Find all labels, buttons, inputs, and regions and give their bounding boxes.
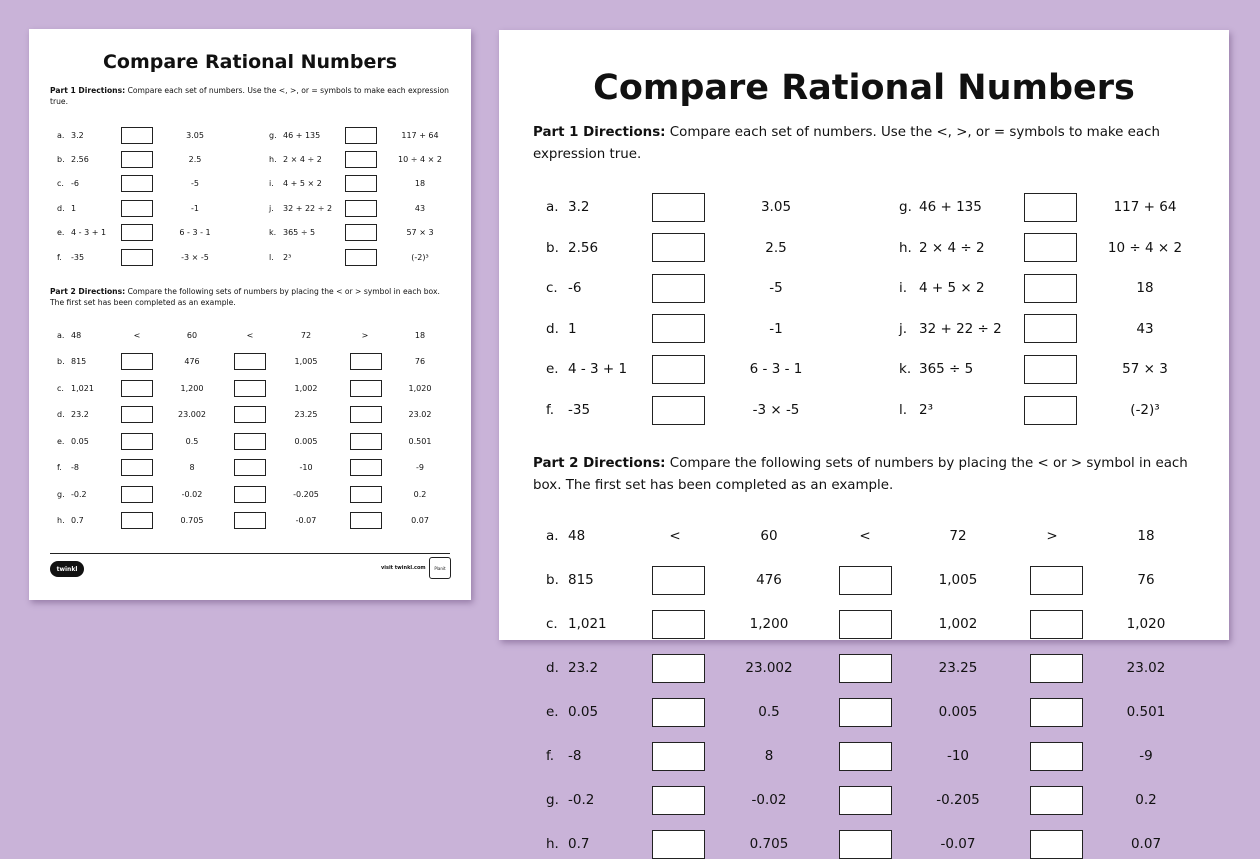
answer-box[interactable] <box>839 786 892 815</box>
number-value: 1,002 <box>938 616 978 632</box>
part1-directions: Part 1 Directions: Compare each set of numbers. Use the <, >, or = symbols to make each expression true. <box>50 86 449 106</box>
answer-box[interactable] <box>234 353 266 370</box>
answer-box[interactable] <box>652 654 705 683</box>
answer-box[interactable] <box>121 380 153 397</box>
number-value: 1,005 <box>294 357 318 366</box>
twinkl-logo: twinkl <box>50 561 84 577</box>
answer-box[interactable] <box>1024 274 1077 303</box>
answer-box[interactable] <box>350 433 382 450</box>
part2-problem-row <box>29 379 471 397</box>
problem-label: h. <box>269 154 277 164</box>
number-value: 23.25 <box>294 410 318 419</box>
part1-problem-right-row <box>29 224 471 242</box>
expression-right: -1 <box>769 320 783 337</box>
number-value: 0.07 <box>1130 836 1162 852</box>
expression-left: 46 + 135 <box>919 199 982 215</box>
number-value: 1,002 <box>294 383 318 393</box>
number-value: 60 <box>186 330 198 340</box>
answer-box[interactable] <box>1024 314 1077 343</box>
comparison-symbol: > <box>1046 528 1058 544</box>
planit-badge: Planit <box>429 557 451 579</box>
number-value: 0.501 <box>408 436 432 446</box>
expression-left: 32 + 22 ÷ 2 <box>919 320 1002 337</box>
number-value: 48 <box>568 528 586 544</box>
answer-box[interactable] <box>121 486 153 503</box>
problem-label: c. <box>546 616 558 632</box>
problem-label: f. <box>57 252 62 262</box>
expression-right: 18 <box>414 179 426 189</box>
number-value: 0.5 <box>185 436 199 446</box>
answer-box[interactable] <box>839 610 892 639</box>
number-value: 72 <box>300 330 312 340</box>
number-value: -0.07 <box>295 516 317 525</box>
answer-box[interactable] <box>1030 654 1083 683</box>
expression-left: 4 - 3 + 1 <box>568 361 628 378</box>
footer-divider <box>50 553 450 554</box>
part1-directions: Part 1 Directions: Compare each set of numbers. Use the <, >, or = symbols to make each expression true. <box>533 125 1160 162</box>
number-value: -0.02 <box>181 489 203 499</box>
problem-label: j. <box>899 320 908 337</box>
number-value: 1,020 <box>408 383 432 393</box>
comparison-symbol: < <box>669 528 681 544</box>
expression-left: 46 + 135 <box>283 130 321 140</box>
answer-box[interactable] <box>234 406 266 423</box>
answer-box[interactable] <box>234 486 266 503</box>
problem-label: h. <box>57 516 65 525</box>
answer-box[interactable] <box>1030 566 1083 595</box>
expression-right: 18 <box>1136 280 1154 297</box>
answer-box[interactable] <box>652 566 705 595</box>
problem-label: e. <box>57 436 65 446</box>
expression-right: -5 <box>769 280 783 297</box>
expression-right: 3.05 <box>186 130 204 140</box>
number-value: 60 <box>760 528 778 544</box>
number-value: 48 <box>71 330 82 340</box>
problem-label: f. <box>546 748 555 764</box>
answer-box[interactable] <box>121 459 153 476</box>
number-value: 0.7 <box>71 516 84 525</box>
number-value: 0.005 <box>294 436 318 446</box>
problem-label: a. <box>546 199 559 215</box>
answer-box[interactable] <box>652 610 705 639</box>
number-value: 1,005 <box>938 572 978 588</box>
problem-label: f. <box>57 463 62 472</box>
part1-problem-right-row <box>499 395 1229 425</box>
part2-problem-row <box>29 406 471 424</box>
comparison-symbol: < <box>246 330 254 340</box>
answer-box[interactable] <box>350 512 382 529</box>
part2-problem-row <box>499 785 1229 815</box>
number-value: 23.2 <box>568 660 599 676</box>
part2-problem-row <box>29 485 471 503</box>
number-value: -9 <box>1139 748 1153 764</box>
number-value: 1,200 <box>749 616 789 632</box>
problem-label: e. <box>57 228 65 238</box>
part2-problem-row <box>29 459 471 477</box>
comparison-symbol: < <box>859 528 871 544</box>
number-value: 0.705 <box>180 516 204 525</box>
comparison-symbol: > <box>361 330 369 340</box>
answer-box[interactable] <box>345 249 377 266</box>
answer-box[interactable] <box>1030 610 1083 639</box>
answer-box[interactable] <box>345 224 377 241</box>
part1-problem-right-row <box>499 354 1229 384</box>
number-value: 0.2 <box>413 489 427 499</box>
answer-box[interactable] <box>234 380 266 397</box>
problem-label: b. <box>57 357 65 366</box>
number-value: 1,021 <box>71 383 94 393</box>
expression-right: 2.5 <box>765 239 787 256</box>
expression-left: -6 <box>568 280 582 297</box>
part2-problem-row <box>499 829 1229 859</box>
number-value: 0.2 <box>1135 792 1157 808</box>
expression-right: (-2)³ <box>1130 402 1160 418</box>
number-value: 0.005 <box>938 704 978 720</box>
part2-problem-row <box>499 653 1229 683</box>
number-value: -8 <box>568 748 582 764</box>
expression-left: 4 + 5 × 2 <box>283 179 322 189</box>
expression-left: -35 <box>568 402 591 418</box>
answer-box[interactable] <box>1024 233 1077 262</box>
answer-box[interactable] <box>839 830 892 859</box>
problem-label: b. <box>546 239 559 256</box>
expression-right: -1 <box>191 203 199 213</box>
part1-problem-right-row <box>499 314 1229 344</box>
problem-label: c. <box>57 383 64 393</box>
number-value: 476 <box>184 357 200 366</box>
problem-label: j. <box>269 203 274 213</box>
expression-right: -3 × -5 <box>181 252 209 262</box>
part2-problem-row <box>499 609 1229 639</box>
problem-label: d. <box>546 320 559 337</box>
number-value: -10 <box>946 748 970 764</box>
number-value: 476 <box>756 572 782 588</box>
number-value: 23.2 <box>71 410 89 419</box>
answer-box[interactable] <box>1030 786 1083 815</box>
answer-box[interactable] <box>121 512 153 529</box>
part1-problem-right-row <box>29 175 471 193</box>
problem-label: l. <box>269 252 274 262</box>
page-title: Compare Rational Numbers <box>593 68 1135 108</box>
problem-label: f. <box>546 402 555 418</box>
problem-label: h. <box>546 836 559 852</box>
part2-problem-row <box>499 697 1229 727</box>
expression-right: 117 + 64 <box>401 130 439 140</box>
problem-label: c. <box>546 280 558 297</box>
answer-box[interactable] <box>345 200 377 217</box>
problem-label: g. <box>546 792 559 808</box>
expression-left: 3.2 <box>568 199 590 215</box>
part2-problem-row <box>499 741 1229 771</box>
number-value: 23.02 <box>408 410 432 419</box>
expression-left: -35 <box>71 252 85 262</box>
expression-left: 4 - 3 + 1 <box>71 228 107 238</box>
number-value: 0.501 <box>1126 704 1166 720</box>
answer-box[interactable] <box>234 512 266 529</box>
expression-left: 2³ <box>283 252 292 262</box>
expression-right: 3.05 <box>760 199 792 215</box>
number-value: -0.205 <box>293 489 319 499</box>
number-value: 18 <box>414 330 426 340</box>
problem-label: a. <box>57 130 65 140</box>
number-value: 0.05 <box>71 436 89 446</box>
part1-problem-right-row <box>29 248 471 266</box>
number-value: 0.05 <box>568 704 599 720</box>
answer-box[interactable] <box>1030 830 1083 859</box>
problem-label: a. <box>546 528 559 544</box>
expression-left: 2.56 <box>568 239 599 256</box>
answer-box[interactable] <box>350 406 382 423</box>
part1-problem-right-row <box>29 150 471 168</box>
number-value: -0.205 <box>936 792 980 808</box>
expression-right: 43 <box>414 203 426 213</box>
problem-label: b. <box>57 154 65 164</box>
answer-box[interactable] <box>121 433 153 450</box>
expression-right: 10 ÷ 4 × 2 <box>1107 239 1183 256</box>
expression-left: -6 <box>71 179 79 189</box>
answer-box[interactable] <box>1024 396 1077 425</box>
number-value: 72 <box>949 528 967 544</box>
number-value: -0.02 <box>751 792 787 808</box>
answer-box[interactable] <box>1024 355 1077 384</box>
part2-problem-row <box>29 432 471 450</box>
answer-box[interactable] <box>350 459 382 476</box>
answer-box[interactable] <box>345 175 377 192</box>
answer-box[interactable] <box>839 654 892 683</box>
expression-left: 2.56 <box>71 154 89 164</box>
number-value: 1,200 <box>180 383 204 393</box>
number-value: 0.7 <box>568 836 590 852</box>
number-value: 76 <box>414 357 426 366</box>
number-value: 0.705 <box>749 836 789 852</box>
expression-right: (-2)³ <box>411 252 429 262</box>
part2-directions: Part 2 Directions: Compare the following sets of numbers by placing the < or > symbol in each box. The first set has been completed as an example. <box>50 287 440 307</box>
part2-problem-row <box>29 512 471 530</box>
answer-box[interactable] <box>350 353 382 370</box>
number-value: 23.02 <box>1126 660 1166 676</box>
expression-left: 365 ÷ 5 <box>919 361 974 378</box>
answer-box[interactable] <box>652 698 705 727</box>
expression-left: 1 <box>71 203 77 213</box>
expression-left: 4 + 5 × 2 <box>919 280 985 297</box>
problem-label: h. <box>899 239 912 256</box>
problem-label: c. <box>57 179 64 189</box>
answer-box[interactable] <box>234 459 266 476</box>
answer-box[interactable] <box>350 380 382 397</box>
answer-box[interactable] <box>652 742 705 771</box>
problem-label: g. <box>269 130 277 140</box>
part2-problem-row <box>499 565 1229 595</box>
problem-label: d. <box>546 660 559 676</box>
answer-box[interactable] <box>234 433 266 450</box>
expression-left: 365 ÷ 5 <box>283 228 316 238</box>
part2-problem-row <box>29 326 471 344</box>
part1-problem-right-row <box>29 126 471 144</box>
worksheet-thumbnail <box>29 29 471 600</box>
expression-left: 1 <box>568 320 577 337</box>
part1-problem-right-row <box>499 192 1229 222</box>
answer-box[interactable] <box>1030 742 1083 771</box>
problem-label: d. <box>57 410 65 419</box>
answer-box[interactable] <box>652 786 705 815</box>
expression-left: 2³ <box>919 402 934 418</box>
number-value: 1,020 <box>1126 616 1166 632</box>
answer-box[interactable] <box>121 406 153 423</box>
answer-box[interactable] <box>839 742 892 771</box>
answer-box[interactable] <box>839 698 892 727</box>
expression-right: 6 - 3 - 1 <box>749 361 803 378</box>
number-value: 23.002 <box>178 410 206 419</box>
problem-label: e. <box>546 704 559 720</box>
expression-right: 10 ÷ 4 × 2 <box>398 154 442 164</box>
number-value: 18 <box>1137 528 1155 544</box>
page-title: Compare Rational Numbers <box>102 51 398 73</box>
number-value: 23.002 <box>745 660 793 676</box>
number-value: 815 <box>568 572 594 588</box>
problem-label: a. <box>57 330 65 340</box>
expression-right: 43 <box>1136 320 1154 337</box>
expression-right: -3 × -5 <box>752 402 800 418</box>
number-value: 76 <box>1137 572 1155 588</box>
number-value: 8 <box>189 463 195 472</box>
number-value: 1,021 <box>568 616 607 632</box>
expression-left: 32 + 22 ÷ 2 <box>283 203 333 213</box>
expression-left: 2 × 4 ÷ 2 <box>283 154 322 164</box>
problem-label: i. <box>899 280 908 297</box>
expression-left: 3.2 <box>71 130 84 140</box>
problem-label: g. <box>899 199 912 215</box>
part1-problem-right-row <box>499 233 1229 263</box>
number-value: 815 <box>71 357 87 366</box>
number-value: 0.5 <box>758 704 780 720</box>
part2-problem-row <box>29 353 471 371</box>
expression-right: 117 + 64 <box>1113 199 1177 215</box>
footer-visit-text: visit twinkl.com <box>381 565 426 571</box>
number-value: 0.07 <box>411 516 429 525</box>
answer-box[interactable] <box>121 353 153 370</box>
answer-box[interactable] <box>839 566 892 595</box>
expression-left: 2 × 4 ÷ 2 <box>919 239 985 256</box>
part1-problem-right-row <box>499 273 1229 303</box>
number-value: -0.2 <box>568 792 595 808</box>
expression-right: 57 × 3 <box>406 228 434 238</box>
problem-label: g. <box>57 489 65 499</box>
expression-right: -5 <box>191 179 199 189</box>
answer-box[interactable] <box>345 151 377 168</box>
answer-box[interactable] <box>350 486 382 503</box>
number-value: -0.2 <box>71 489 87 499</box>
expression-right: 6 - 3 - 1 <box>179 228 211 238</box>
part2-directions: Part 2 Directions: Compare the following sets of numbers by placing the < or > symbol in each box. The first set has been completed as an example. <box>533 456 1188 493</box>
problem-label: k. <box>269 228 277 238</box>
number-value: 8 <box>764 748 774 764</box>
problem-label: l. <box>899 402 908 418</box>
number-value: -0.07 <box>940 836 976 852</box>
number-value: -10 <box>299 463 313 472</box>
expression-right: 57 × 3 <box>1122 361 1168 378</box>
worksheet-page <box>499 30 1229 852</box>
part2-problem-row <box>499 521 1229 551</box>
answer-box[interactable] <box>1030 698 1083 727</box>
expression-right: 2.5 <box>188 154 202 164</box>
problem-label: i. <box>269 179 274 189</box>
number-value: -8 <box>71 463 79 472</box>
answer-box[interactable] <box>345 127 377 144</box>
problem-label: k. <box>899 361 912 378</box>
answer-box[interactable] <box>1024 193 1077 222</box>
problem-label: b. <box>546 572 559 588</box>
number-value: -9 <box>416 463 424 472</box>
answer-box[interactable] <box>652 830 705 859</box>
comparison-symbol: < <box>133 330 141 340</box>
problem-label: d. <box>57 203 65 213</box>
part1-problem-right-row <box>29 199 471 217</box>
number-value: 23.25 <box>938 660 978 676</box>
problem-label: e. <box>546 361 559 378</box>
